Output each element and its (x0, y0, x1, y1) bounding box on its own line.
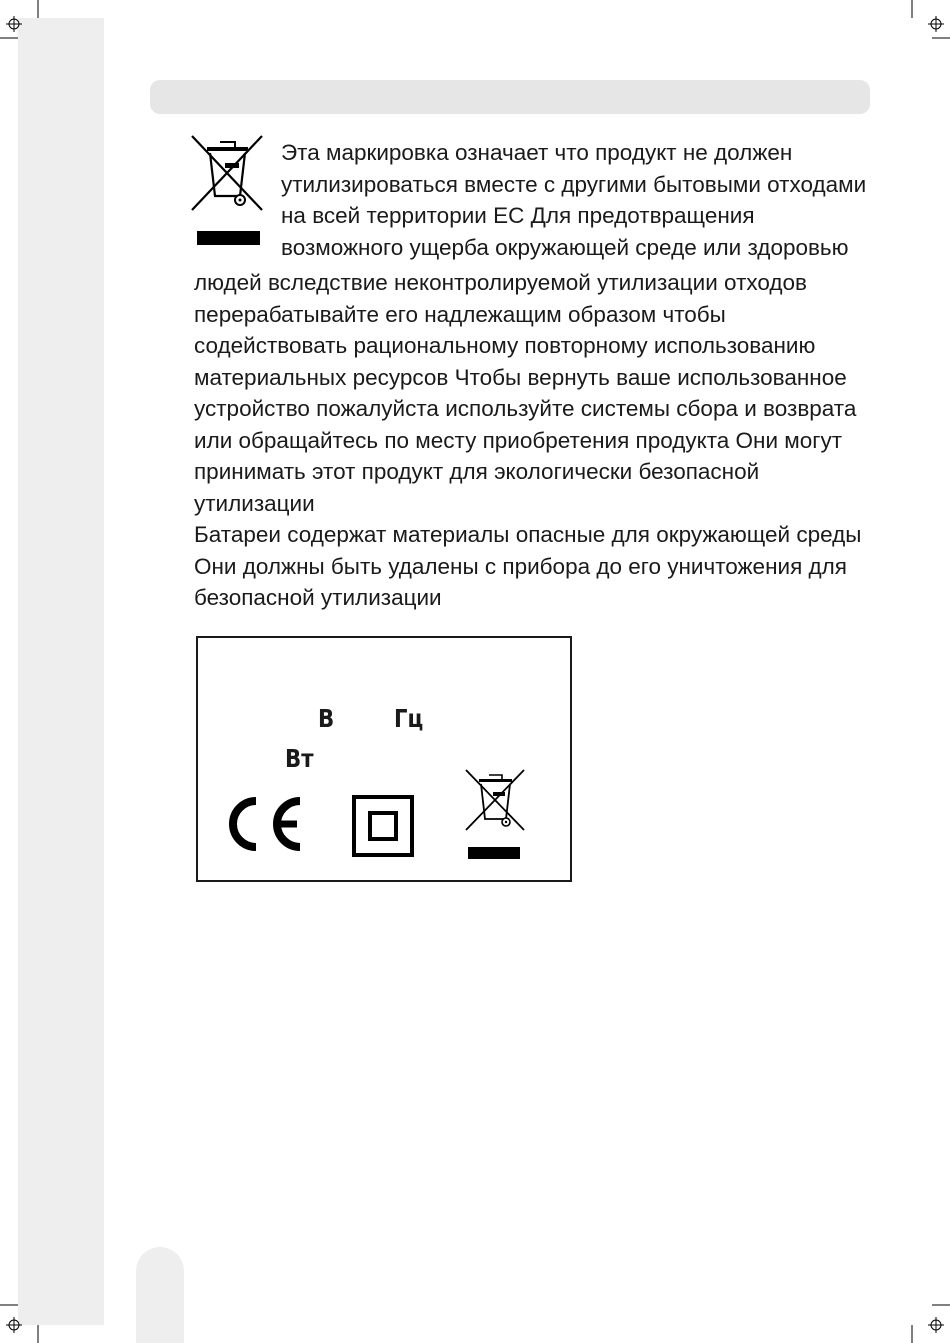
text-line: утилизации (194, 490, 315, 516)
text-line: материальных ресурсов Чтобы вернуть ваше использованное (194, 364, 847, 390)
text-line: безопасной утилизации (194, 585, 442, 610)
text-line: содействовать рациональному повторному использованию (194, 333, 816, 358)
disposal-notice-intro (281, 137, 866, 263)
page-number-tab (136, 1247, 184, 1343)
text-line: принимать этот продукт для экологически безопасной (194, 459, 760, 484)
header-bar (150, 80, 870, 114)
text-line: или обращайтесь по месту приобретения продукта Они могут (194, 427, 843, 453)
disposal-notice-body (194, 267, 861, 614)
ce-mark-icon (223, 796, 305, 852)
volt-unit: В (318, 704, 335, 733)
rating-label (196, 636, 572, 882)
text-line: перерабатывайте его надлежащим образом чтобы (194, 301, 726, 327)
text-line: Эта маркировка означает что продукт не должен (281, 140, 793, 165)
crossed-out-wheelie-bin-icon (464, 768, 528, 863)
text-line: Они должны быть удалены с прибора до его уничтожения для (194, 553, 847, 579)
text-line: Батареи содержат материалы опасные для окружающей среды (194, 522, 862, 547)
side-tab (18, 438, 94, 488)
text-line: утилизироваться вместе с другими бытовыми отходами (281, 171, 867, 197)
text-line: людей вследствие неконтролируемой утилизации отходов (194, 270, 807, 295)
registration-mark-icon (910, 0, 950, 40)
text-line: на всей территории ЕС Для предотвращения (281, 203, 755, 228)
text-line: устройство пожалуйста используйте системы сбора и возврата (194, 396, 857, 421)
registration-mark-icon (0, 1303, 40, 1343)
double-square-class-ii-icon (352, 795, 414, 857)
side-strip (18, 18, 104, 1325)
registration-mark-icon (0, 0, 40, 40)
watt-unit: Вт (285, 744, 314, 773)
crossed-out-wheelie-bin-icon (190, 133, 265, 248)
registration-mark-icon (910, 1303, 950, 1343)
hertz-unit: Гц (394, 704, 424, 733)
text-line: возможного ущерба окружающей среде или здоровью (281, 234, 849, 260)
